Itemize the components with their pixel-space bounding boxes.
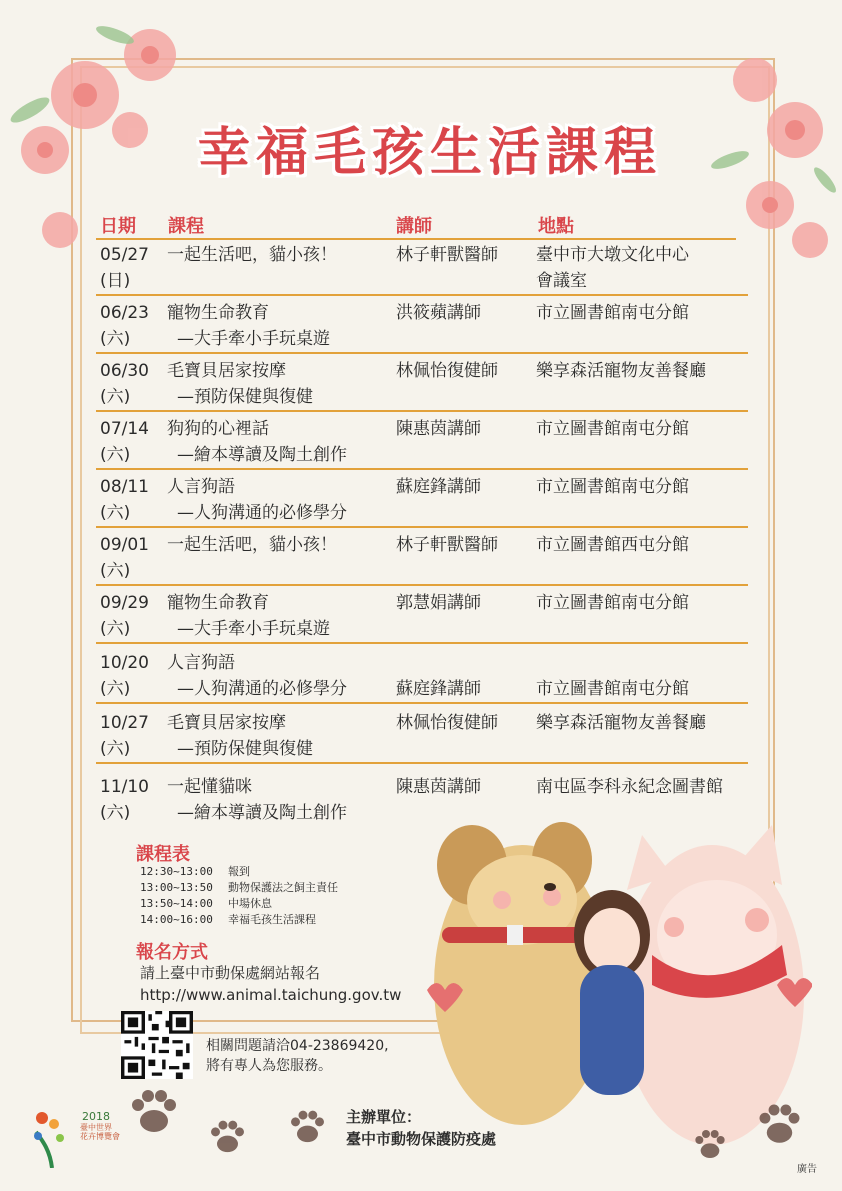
row-teacher: 林佩怡復健師: [396, 713, 498, 733]
qr-code[interactable]: [121, 1011, 193, 1079]
row-date: 10/27: [100, 713, 149, 733]
row-teacher: 郭慧娟講師: [396, 593, 481, 613]
row-place: 市立圖書館南屯分館: [536, 419, 689, 439]
row-date: 06/23: [100, 303, 149, 323]
row-date: 10/20: [100, 653, 149, 673]
row-place: 市立圖書館南屯分館: [536, 303, 689, 323]
row-rule: [96, 642, 748, 644]
paw-print-icon: [124, 1085, 184, 1140]
row-place: 市立圖書館西屯分館: [536, 535, 689, 555]
paw-print-icon: [690, 1125, 730, 1165]
row-day: (六): [100, 739, 131, 759]
schedule-list: [140, 864, 338, 928]
row-teacher: 蘇庭鋒講師: [396, 679, 481, 699]
row-rule: [96, 762, 748, 764]
row-teacher: 林子軒獸醫師: [396, 245, 498, 265]
schedule-heading: 課程表: [136, 844, 190, 865]
expo-year: 2018: [82, 1110, 110, 1123]
row-teacher: 蘇庭鋒講師: [396, 477, 481, 497]
row-day: (六): [100, 329, 131, 349]
table-row: [96, 646, 756, 704]
row-course-sub: —人狗溝通的必修學分: [177, 679, 347, 699]
registration-heading: 報名方式: [136, 942, 208, 963]
header-place: 地點: [538, 216, 574, 237]
schedule-item: [140, 880, 338, 896]
contact-info: [206, 1036, 389, 1076]
row-course-sub: —大手牽小手玩桌遊: [177, 329, 330, 349]
row-course: 人言狗語: [167, 477, 235, 497]
contact-note: 將有專人為您服務。: [206, 1058, 332, 1074]
table-row: [96, 354, 756, 412]
table-row: [96, 296, 756, 354]
row-course-sub: —繪本導讀及陶土創作: [177, 803, 347, 823]
registration-info: [140, 962, 401, 1006]
row-course-sub: —人狗溝通的必修學分: [177, 503, 347, 523]
row-course: 人言狗語: [167, 653, 235, 673]
row-place: 臺中市大墩文化中心: [536, 245, 689, 265]
row-course-sub: —大手牽小手玩桌遊: [177, 619, 330, 639]
schedule-desc: 報到: [228, 865, 250, 878]
header-date: 日期: [100, 216, 136, 237]
pets-illustration: [412, 815, 812, 1145]
row-day: (六): [100, 561, 131, 581]
registration-url[interactable]: http://www.animal.taichung.gov.tw: [140, 986, 402, 1004]
row-day: (六): [100, 803, 131, 823]
table-row: [96, 412, 756, 470]
row-date: 09/01: [100, 535, 149, 555]
schedule-time: 14:00~16:00: [140, 913, 213, 926]
schedule-time: 13:50~14:00: [140, 897, 213, 910]
registration-text: 請上臺中市動保處網站報名: [140, 964, 321, 982]
schedule-item: [140, 912, 338, 928]
paw-print-icon: [752, 1100, 807, 1150]
organizer-name: 臺中市動物保護防疫處: [346, 1130, 497, 1148]
row-course: 一起懂貓咪: [167, 777, 252, 797]
table-row: [96, 706, 756, 764]
schedule-desc: 幸福毛孩生活課程: [228, 913, 316, 926]
row-teacher: 陳惠茵講師: [396, 419, 481, 439]
row-place: 市立圖書館南屯分館: [536, 593, 689, 613]
paw-print-icon: [205, 1115, 250, 1160]
row-place: 市立圖書館南屯分館: [536, 679, 689, 699]
row-day: (六): [100, 619, 131, 639]
row-place: 南屯區李科永紀念圖書館: [536, 777, 723, 797]
row-day: (六): [100, 445, 131, 465]
row-date: 06/30: [100, 361, 149, 381]
schedule-desc: 中場休息: [228, 897, 272, 910]
row-day: (六): [100, 679, 131, 699]
row-course-sub: —預防保健與復健: [177, 387, 313, 407]
contact-phone: 相關問題請洽04-23869420,: [206, 1038, 389, 1054]
row-date: 07/14: [100, 419, 149, 439]
row-rule: [96, 702, 748, 704]
row-day: (日): [100, 271, 131, 291]
header-course: 課程: [168, 216, 204, 237]
table-row: [96, 528, 756, 586]
row-course: 一起生活吧，貓小孩！: [167, 535, 337, 555]
row-course: 毛寶貝居家按摩: [167, 361, 286, 381]
row-course-sub: —繪本導讀及陶土創作: [177, 445, 347, 465]
row-teacher: 洪筱蘋講師: [396, 303, 481, 323]
row-course-sub: —預防保健與復健: [177, 739, 313, 759]
ad-label: 廣告: [797, 1164, 817, 1175]
schedule-item: [140, 896, 338, 912]
row-teacher: 林子軒獸醫師: [396, 535, 498, 555]
schedule-item: [140, 864, 338, 880]
row-course: 毛寶貝居家按摩: [167, 713, 286, 733]
schedule-time: 12:30~13:00: [140, 865, 213, 878]
row-place-sub: 會議室: [536, 271, 587, 291]
table-row: [96, 238, 756, 296]
row-date: 09/29: [100, 593, 149, 613]
row-place: 樂享森活寵物友善餐廳: [536, 713, 706, 733]
expo-name: 臺中世界 花卉博覽會: [80, 1123, 120, 1141]
row-course: 狗狗的心裡話: [167, 419, 269, 439]
paw-print-icon: [285, 1105, 330, 1150]
row-date: 05/27: [100, 245, 149, 265]
row-course: 寵物生命教育: [167, 593, 269, 613]
schedule-time: 13:00~13:50: [140, 881, 213, 894]
header-teacher: 講師: [396, 216, 432, 237]
organizer-label: 主辦單位：: [346, 1108, 422, 1126]
table-row: [96, 470, 756, 528]
row-day: (六): [100, 503, 131, 523]
row-course: 寵物生命教育: [167, 303, 269, 323]
table-row: [96, 586, 756, 644]
row-teacher: 林佩怡復健師: [396, 361, 498, 381]
row-date: 11/10: [100, 777, 149, 797]
row-place: 樂享森活寵物友善餐廳: [536, 361, 706, 381]
page-title: 幸福毛孩生活課程: [197, 122, 662, 183]
row-course: 一起生活吧，貓小孩！: [167, 245, 337, 265]
row-date: 08/11: [100, 477, 149, 497]
row-day: (六): [100, 387, 131, 407]
flora-expo-logo: [32, 1110, 122, 1170]
row-place: 市立圖書館南屯分館: [536, 477, 689, 497]
flower-logo-icon: [32, 1110, 72, 1168]
row-teacher: 陳惠茵講師: [396, 777, 481, 797]
schedule-desc: 動物保護法之飼主責任: [228, 881, 338, 894]
